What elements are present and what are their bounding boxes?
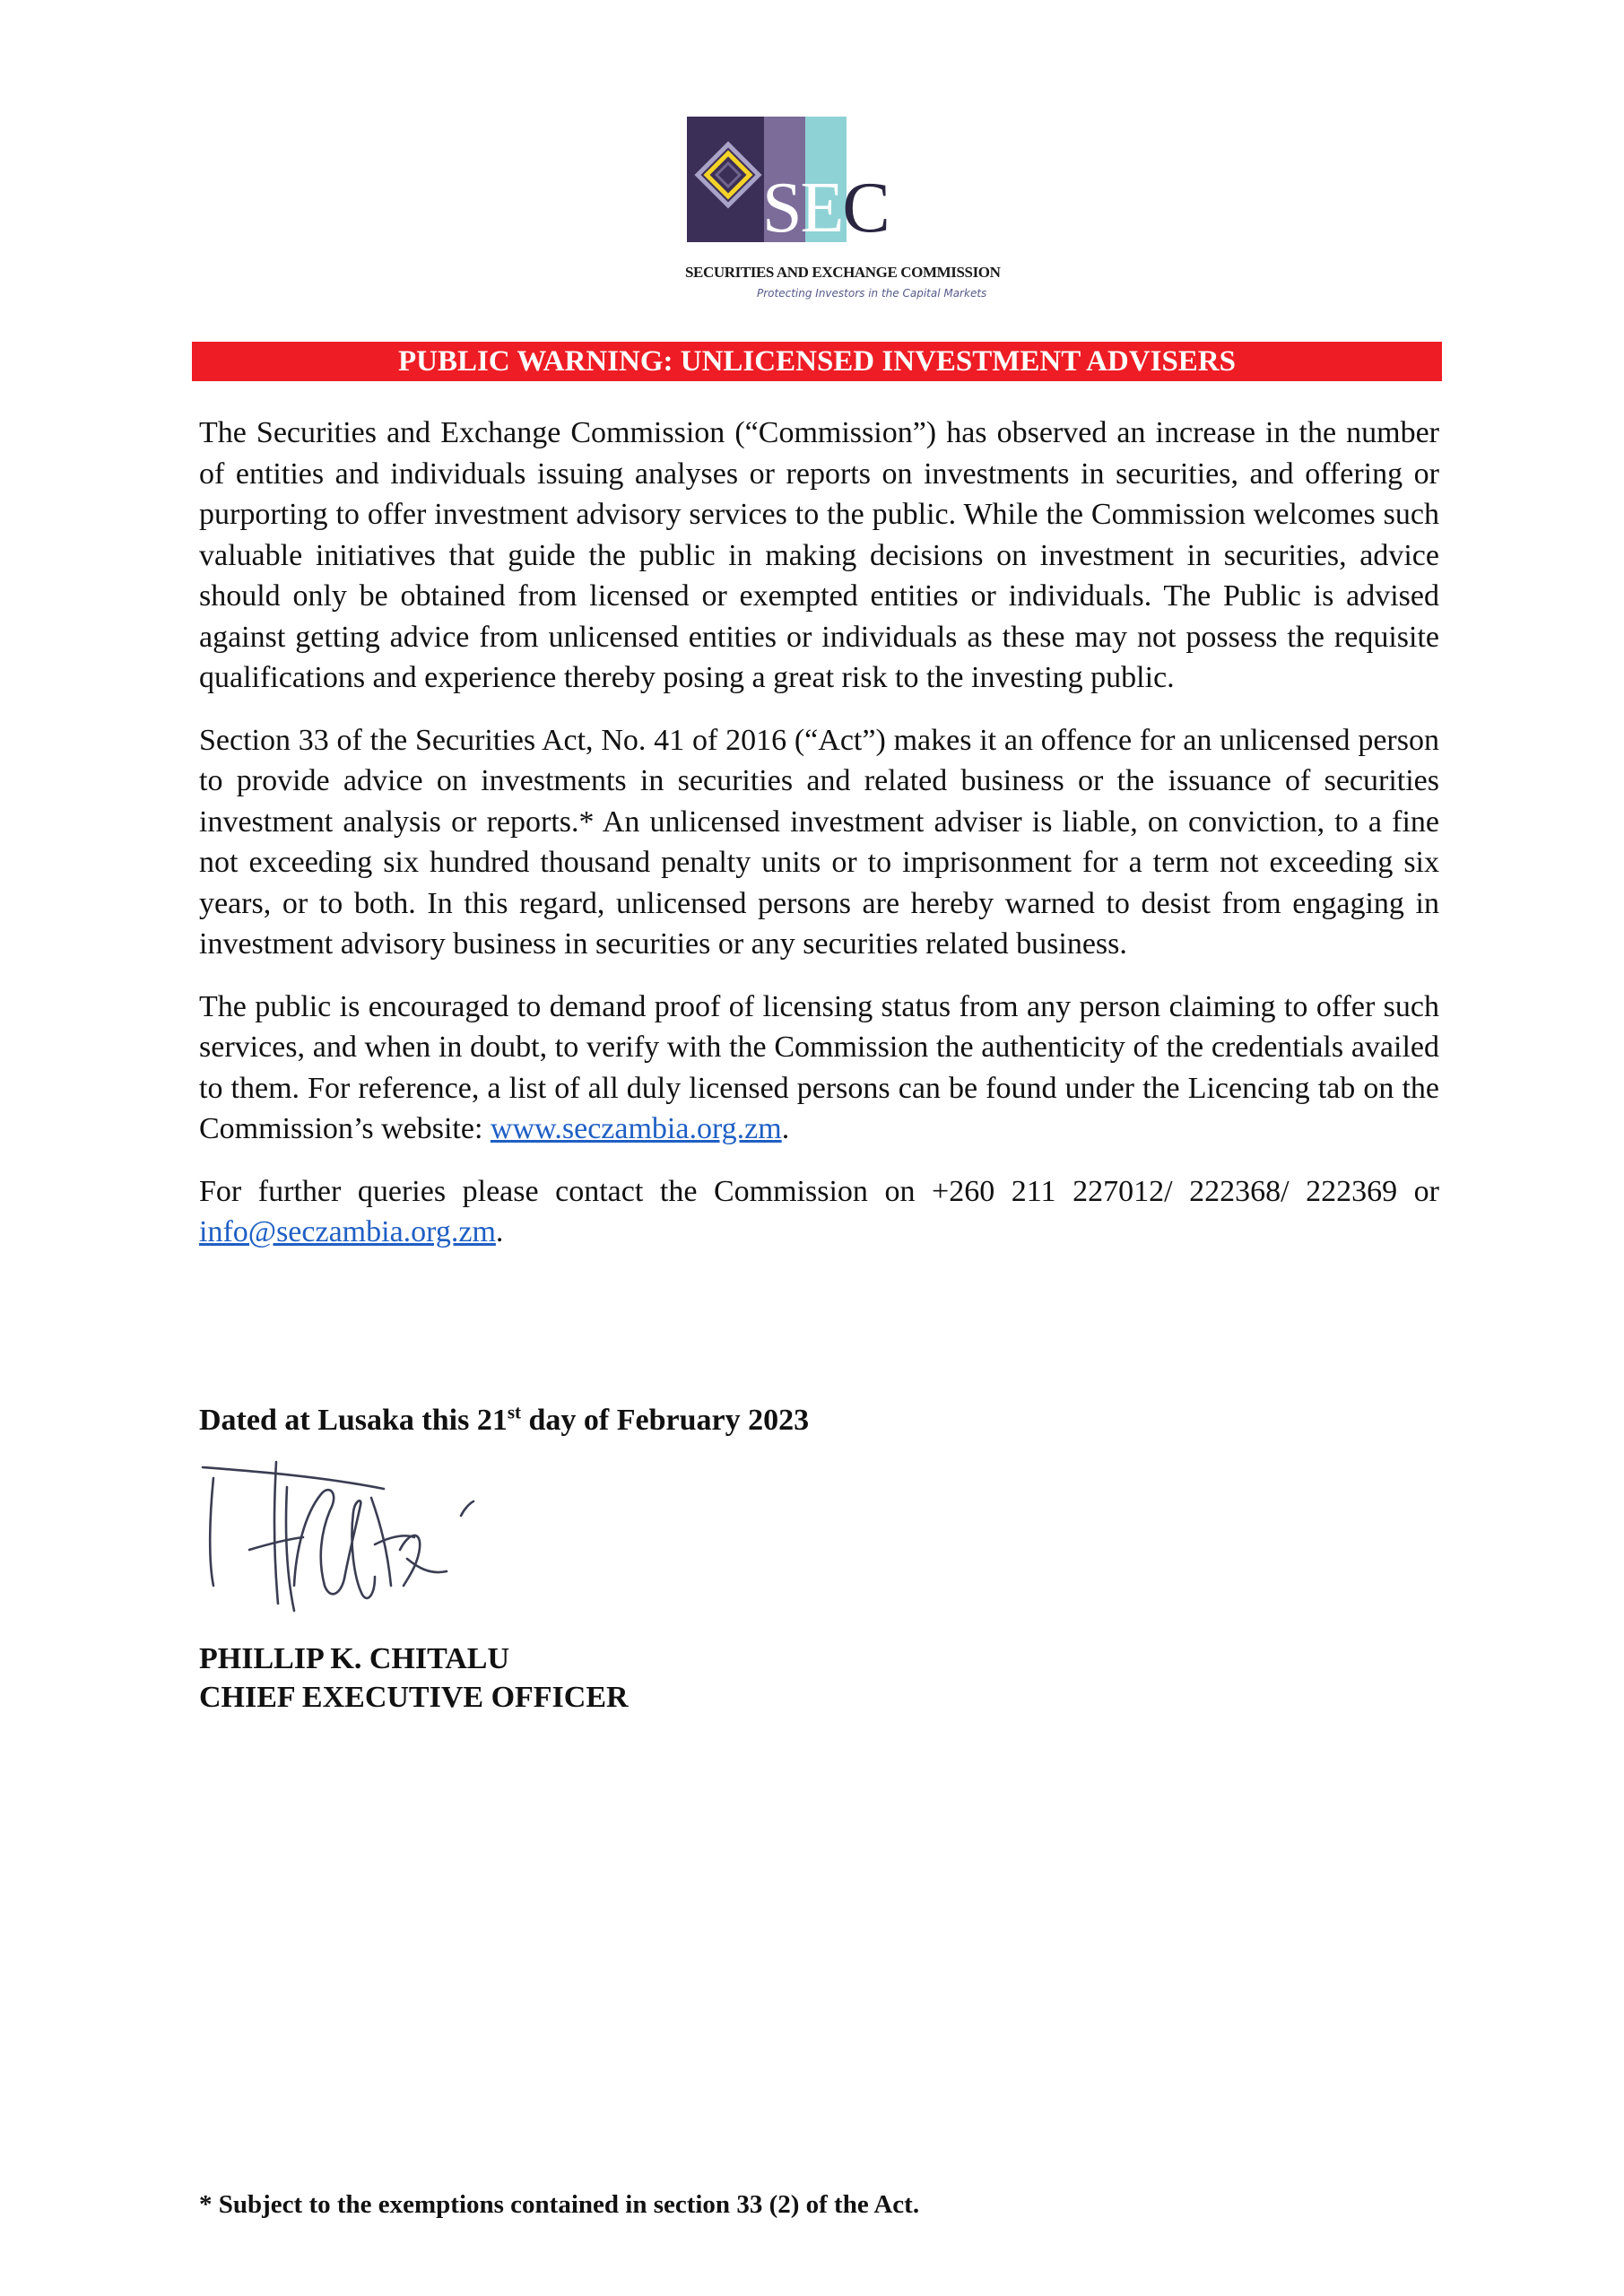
signatory-title: CHIEF EXECUTIVE OFFICER: [199, 1681, 629, 1714]
signatory-block: [199, 1639, 629, 1717]
handwritten-signature: [195, 1451, 527, 1622]
paragraph-observation: The Securities and Exchange Commission (“Commission”) has observed an increase in the number of entities and individuals issuing analyses or reports on investments in securities, and offering or purporting to offer investment advisory services to the public. While the Commission welcomes such valuable initiatives that guide the public in making decisions on investment in securities, advice should only be obtained from licensed or exempted entities or individuals. The Public is advised against getting advice from unlicensed entities or individuals as these may not possess the requisite qualifications and experience thereby posing a great risk to the investing public.: [199, 416, 1439, 694]
warning-banner: PUBLIC WARNING: UNLICENSED INVESTMENT ADVISERS: [192, 342, 1442, 381]
paragraph-contact-end: .: [495, 1215, 504, 1248]
logo-letters: [762, 169, 889, 248]
dated-rest: day of February 2023: [521, 1404, 810, 1437]
logo-mark: [687, 117, 889, 248]
dated-line: [199, 1401, 809, 1440]
paragraph-verification-text: The public is encouraged to demand proof of licensing status from any person claiming to offer such services, and when in doubt, to verify with the Commission the authenticity of the credentials availed to them. For reference, a list of all duly licensed persons can be found under the Licencing tab on the Commission’s website:: [199, 989, 1439, 1145]
email-link[interactable]: info@seczambia.org.zm: [199, 1215, 496, 1248]
signatory-name: PHILLIP K. CHITALU: [199, 1642, 510, 1675]
paragraph-contact: [199, 1171, 1439, 1253]
logo-letter-s: S: [762, 169, 801, 248]
logo-letter-c: C: [842, 169, 889, 248]
logo-tagline: Protecting Investors in the Capital Markets: [757, 287, 987, 300]
notice-body: [199, 413, 1439, 1274]
logo-organization-name: SECURITIES AND EXCHANGE COMMISSION: [685, 264, 1001, 281]
paragraph-contact-text: For further queries please contact the Commission on +260 211 227012/ 222368/ 222369 or: [199, 1174, 1439, 1208]
paragraph-verification: [199, 987, 1439, 1150]
dated-ordinal-suffix: st: [507, 1401, 522, 1423]
dated-prefix: Dated at Lusaka this 21: [199, 1404, 508, 1437]
logo-letter-e: E: [800, 169, 843, 248]
diamond-icon: [692, 139, 764, 211]
sec-logo: [685, 117, 1001, 314]
website-link[interactable]: www.seczambia.org.zm: [490, 1112, 782, 1145]
paragraph-verification-end: .: [781, 1112, 790, 1145]
paragraph-legal-section: Section 33 of the Securities Act, No. 41 of 2016 (“Act”) makes it an offence for an unlicensed person to provide advice on investments in securities and related business or the issuance of securities investment analysis or reports.* An unlicensed investment adviser is liable, on conviction, to a fine not exceeding six hundred thousand penalty units or to imprisonment for a term not exceeding six years, or to both. In this regard, unlicensed persons are hereby warned to desist from engaging in investment advisory business in securities or any securities related business.: [199, 723, 1439, 961]
footnote: * Subject to the exemptions contained in section 33 (2) of the Act.: [199, 2190, 920, 2219]
